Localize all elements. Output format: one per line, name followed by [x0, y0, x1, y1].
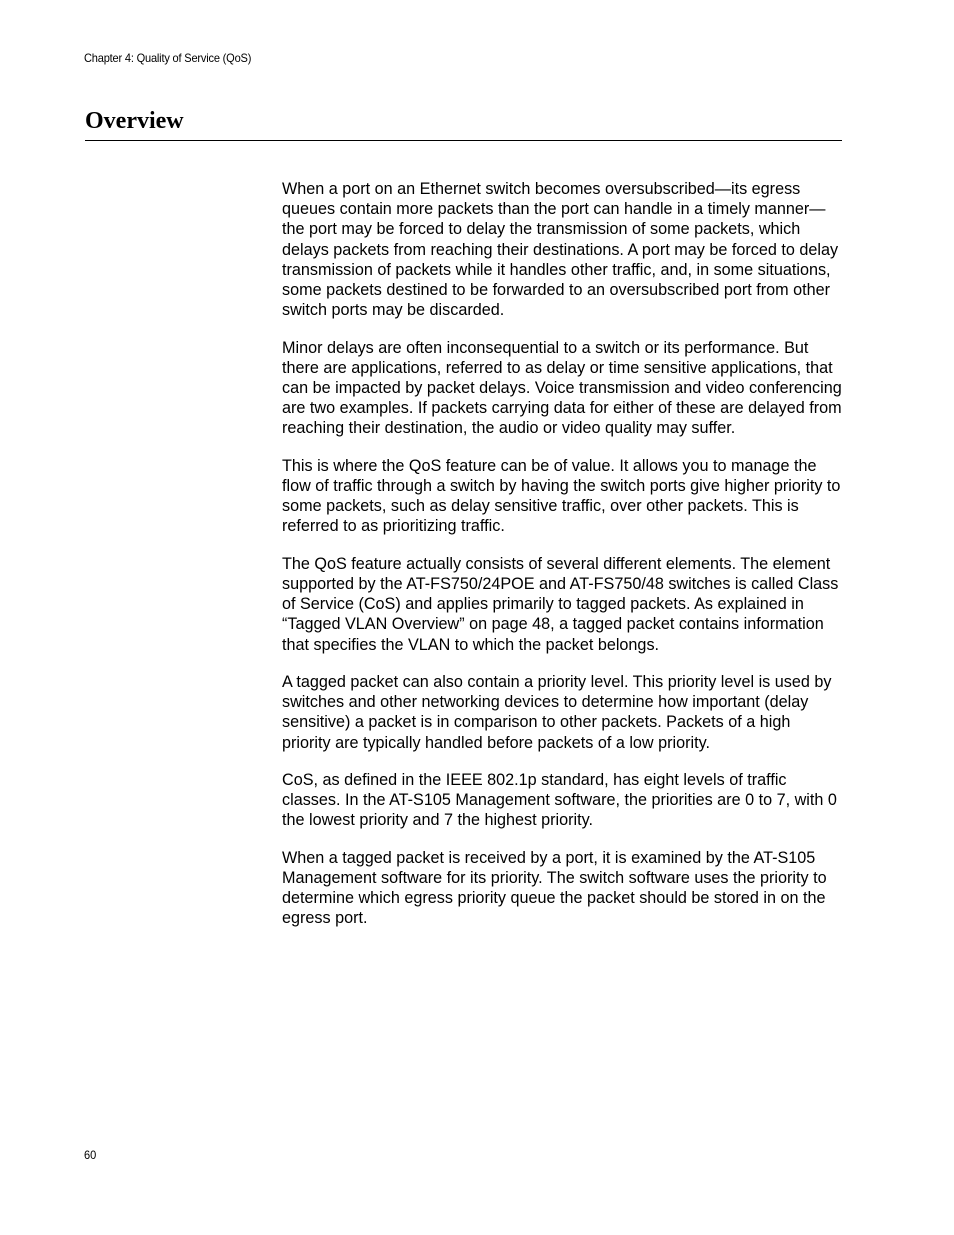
paragraph-cos-definition: CoS, as defined in the IEEE 802.1p standard, has eight levels of traffic classes. In the AT-S105 Management software, the priorities are 0 to 7, with 0 the lowest priority and 7 the highest priority.	[282, 771, 837, 830]
running-header: Chapter 4: Quality of Service (QoS)	[84, 51, 252, 65]
body-text	[282, 179, 842, 946]
title-divider	[85, 140, 842, 141]
section-title: Overview	[85, 108, 184, 134]
page-number: 60	[84, 1148, 97, 1162]
paragraph-oversubscription: When a port on an Ethernet switch becomes oversubscribed—its egress queues contain more packets than the port can handle in a timely manner—the port may be forced to delay the transmission of some packets, which delays packets from reaching their destinations. A port may be forced to delay transmission of packets while it handles other traffic, and, in some situations, some packets destined to be forwarded to an oversubscribed port from other switch ports may be discarded.	[282, 180, 839, 320]
paragraph-minor-delays: Minor delays are often inconsequential to a switch or its performance. But there are applications, referred to as delay or time sensitive applications, that can be impacted by packet delays. Voice transmission and video conferencing are two examples. If packets carrying data for either of these are delayed from reaching their destination, the audio or video quality may suffer.	[282, 338, 842, 438]
paragraph-qos-elements: The QoS feature actually consists of several different elements. The element supported by the AT-FS750/24POE and AT-FS750/48 switches is called Class of Service (CoS) and applies primarily to tagged packets. As explained in “Tagged VLAN Overview” on page 48, a tagged packet contains information that specifies the VLAN to which the packet belongs.	[282, 554, 839, 654]
paragraph-qos-value: This is where the QoS feature can be of value. It allows you to manage the flow of traffic through a switch by having the switch ports give higher priority to some packets, such as delay sensitive traffic, over other packets. This is referred to as prioritizing traffic.	[282, 456, 841, 536]
paragraph-priority-level: A tagged packet can also contain a priority level. This priority level is used by switches and other networking devices to determine how important (delay sensitive) a packet is in comparison to other packets. Packets of a high priority are typically handled before packets of a low priority.	[282, 673, 832, 752]
paragraph-tagged-packet-handling: When a tagged packet is received by a port, it is examined by the AT-S105 Management software for its priority. The switch software uses the priority to determine which egress priority queue the packet should be stored in on the egress port.	[282, 848, 827, 928]
